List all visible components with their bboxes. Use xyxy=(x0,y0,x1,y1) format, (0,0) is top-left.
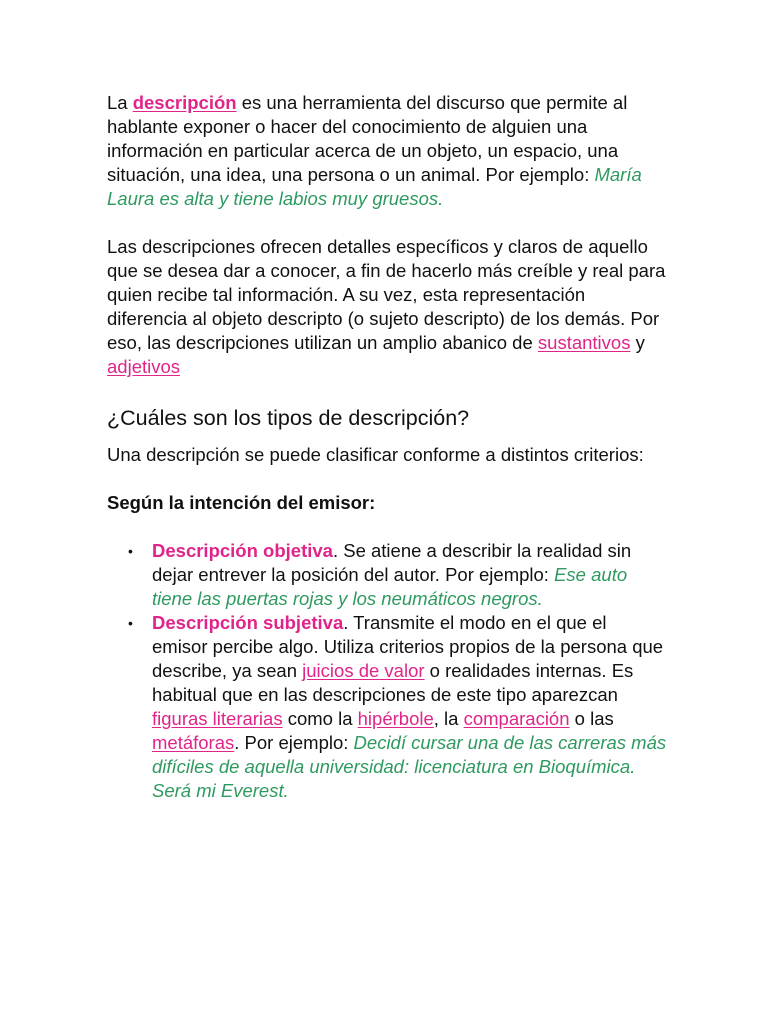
link-sustantivos[interactable]: sustantivos xyxy=(537,332,631,353)
list-item-objetiva xyxy=(107,539,667,611)
section-heading: ¿Cuáles son los tipos de descripción? xyxy=(107,406,470,430)
link-comparacion[interactable]: comparación xyxy=(463,708,570,729)
list-item-subjetiva xyxy=(107,611,667,803)
example-text: Ese auto tiene las puertas rojas y los neumáticos negros. xyxy=(152,564,628,609)
item-text: o las xyxy=(569,708,614,729)
connector-text: y xyxy=(630,332,645,353)
bullet-icon: • xyxy=(128,543,133,559)
item-text: . Por ejemplo: xyxy=(234,732,354,753)
link-figuras-literarias[interactable]: figuras literarias xyxy=(152,708,283,729)
paragraph-body: es una herramienta del discurso que permite al hablante exponer o hacer del conocimiento de alguien una información en particular acerca de un objeto, un espacio, una situación, una idea, una persona o un animal. Por ejemplo: xyxy=(107,92,628,185)
paragraph-prefix: La xyxy=(107,92,133,113)
section-intro: Una descripción se puede clasificar conforme a distintos criterios: xyxy=(107,444,644,465)
item-text: . Se atiene a describir la realidad sin dejar entrever la posición del autor. Por ejemplo: xyxy=(152,540,632,585)
term-objetiva: Descripción objetiva xyxy=(152,540,333,561)
example-text: Decidí cursar una de las carreras más difíciles de aquella universidad: licenciatura en Bioquímica. Será mi Everest. xyxy=(152,732,667,801)
link-adjetivos[interactable]: adjetivos xyxy=(107,356,181,377)
link-descripcion[interactable]: descripción xyxy=(132,92,237,113)
example-text: María Laura es alta y tiene labios muy gruesos. xyxy=(107,164,642,209)
item-text: , la xyxy=(433,708,464,729)
section-subheading: Según la intención del emisor: xyxy=(107,492,376,513)
paragraph-body: Las descripciones ofrecen detalles específicos y claros de aquello que se desea dar a conocer, a fin de hacerlo más creíble y real para quien recibe tal información. A su vez, esta representación diferencia al objeto descripto (o sujeto descripto) de los demás. Por eso, las descripciones utilizan un amplio abanico de xyxy=(107,236,666,353)
link-metaforas[interactable]: metáforas xyxy=(152,732,235,753)
item-text: . Transmite el modo en el que el emisor percibe algo. Utiliza criterios propios de la persona que describe, ya sean xyxy=(152,612,664,681)
item-text: como la xyxy=(282,708,358,729)
link-juicios-de-valor[interactable]: juicios de valor xyxy=(302,660,425,681)
item-text: o realidades internas. Es habitual que en las descripciones de este tipo aparezcan xyxy=(152,660,634,705)
link-hiperbole[interactable]: hipérbole xyxy=(357,708,434,729)
description-types-list xyxy=(107,539,667,803)
bullet-icon: • xyxy=(128,615,133,631)
document-page xyxy=(107,91,667,803)
term-subjetiva: Descripción subjetiva xyxy=(152,612,344,633)
paragraph-definition xyxy=(107,91,667,211)
paragraph-details xyxy=(107,235,667,379)
